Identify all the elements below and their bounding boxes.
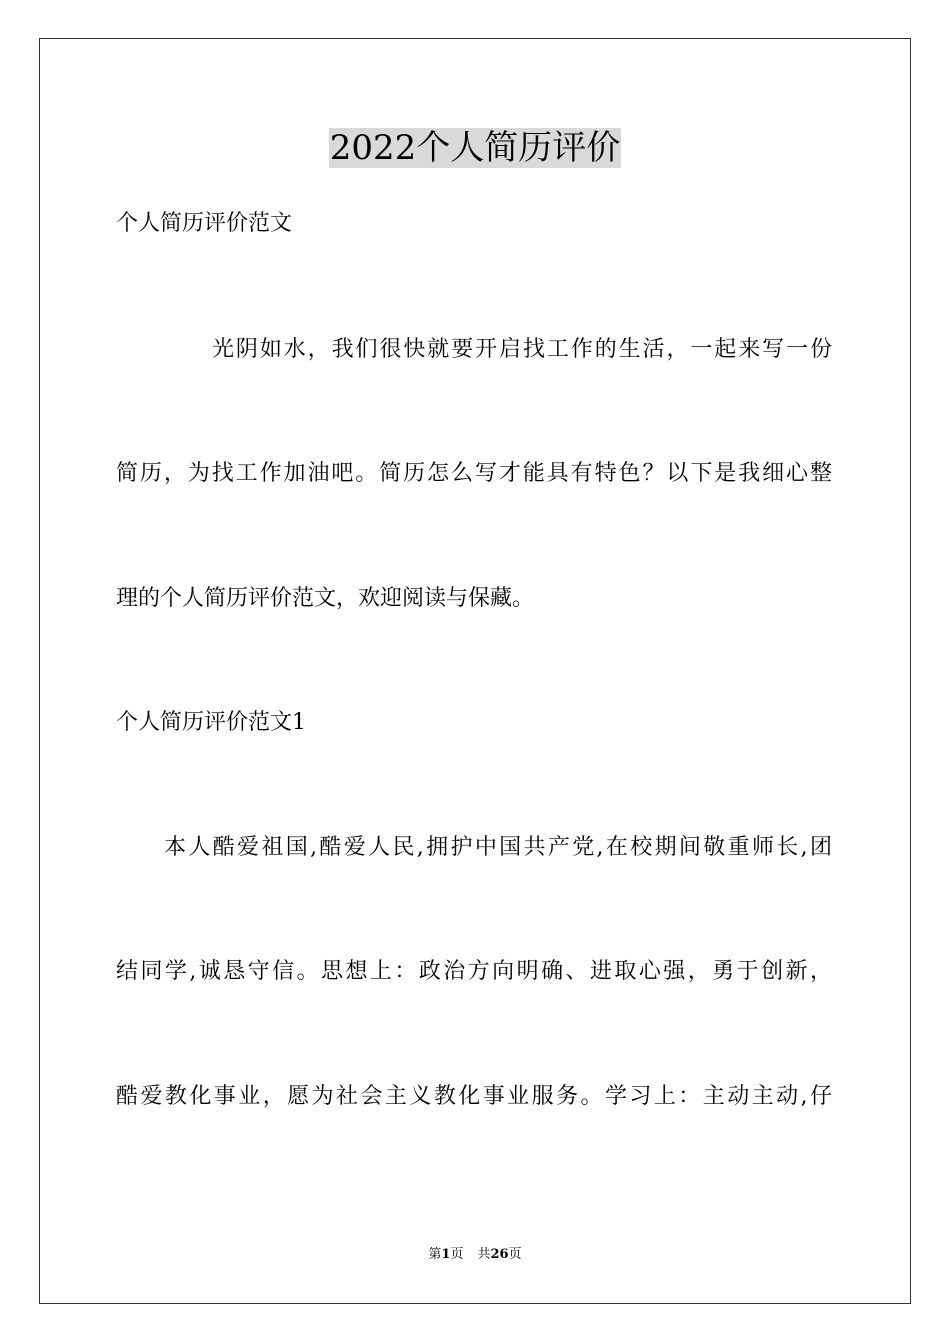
document-title-text: 2022个人简历评价: [329, 128, 621, 168]
paragraph-line: 结同学,诚恳守信。思想上：政治方向明确、进取心强，勇于创新，: [116, 959, 832, 984]
page-total-suffix: 页: [508, 1247, 522, 1262]
page-number-current: 1: [441, 1247, 451, 1262]
paragraph-line: 酷爱教化事业，愿为社会主义教化事业服务。学习上：主动主动,仔: [116, 1084, 832, 1109]
section-heading: 个人简历评价范文: [116, 211, 293, 236]
paragraph-line: 简历，为找工作加油吧。简历怎么写才能具有特色？以下是我细心整: [116, 461, 832, 486]
paragraph-line: 本人酷爱祖国,酷爱人民,拥护中国共产党,在校期间敬重师长,团: [164, 835, 832, 860]
page-number-suffix: 页: [450, 1247, 464, 1262]
page-total-count: 26: [490, 1247, 509, 1262]
paragraph-line: 光阴如水，我们很快就要开启找工作的生活，一起来写一份: [212, 337, 832, 362]
document-title: [0, 126, 950, 170]
page-number-prefix: 第: [428, 1247, 442, 1262]
paragraph-line: 理的个人简历评价范文，欢迎阅读与保藏。: [116, 586, 535, 611]
section-heading: 个人简历评价范文1: [116, 710, 306, 735]
page-total-prefix: 共: [477, 1247, 491, 1262]
page-footer: [0, 1246, 950, 1264]
